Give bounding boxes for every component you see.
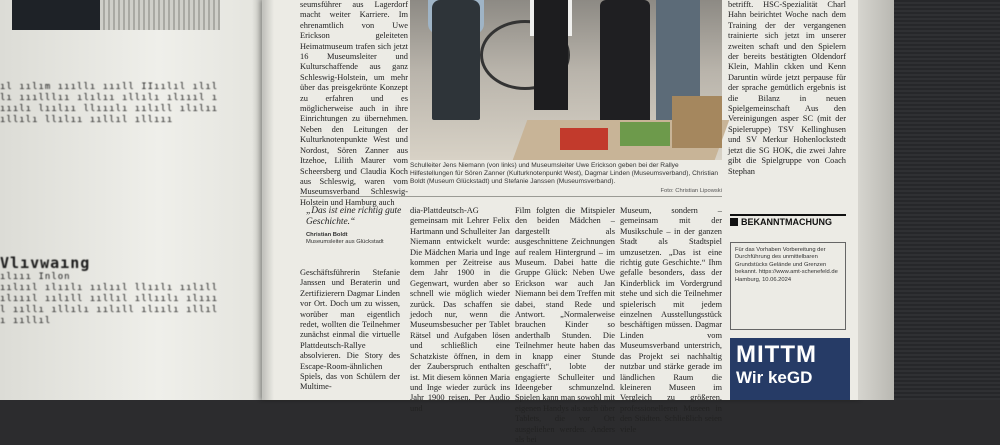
photo-person-1 [432,0,480,120]
quote-author-role: Museumsleiter aus Glückstadt [306,239,384,245]
pull-quote-author [306,232,406,252]
quote-author-name: Christian Boldt [306,232,348,238]
clipping-photo-dark [12,0,100,30]
photo-caption [410,162,722,192]
article-column-4: Museum, sondern – gemeinsam mit der Musikschule – in der ganzen Stadt als Stadtspiel umzusetzen. „Das ist eine richtig gute Geschichte.“ Ihm gefalle besonders, dass der Kinderblick im Vordergrund stehe und sich die Teilnehmer spielerisch mit jedem einzelnen Ausstellungsstück beschäftigen müssen. Dagmar Linden vom Museumsverband unterstrich, das Projekt sei nachhaltig nutzbar und stärke gerade im ländlichen Raum die kleineren Museen im Vergleich zu größeren, professionelleren Museen in den Städten. Schließlich seien viele [620,206,722,434]
section-divider [300,196,722,197]
clipping-heading: Vlıvwaıng [0,254,91,272]
photo-green-book [620,122,670,146]
dark-background [894,0,1000,400]
sidebar-column: betrifft. HSC-Spezialität Charl Hahn beirichtet Woche nach dem Training der der vergangenen trainierte sich jetzt im unserer zweiten schaft und den Spielern der bereits bestätigten Oldendorf Klein, Mahlin ckken und Kenn Daruntin würde jetzt perpause für der sprache gemütlich ergebnis ist die Bilanz in neuen Spielgemeinschaft Aus den Vereinigungen asper SC (mit der Spieleruppe) TSV Kellinghusen und SV Merkur Hohenlockstedt jetzt die SG HOK, die zwei Jahre gibt die Spielgruppe von Coach Stephan [728,0,846,176]
photo-display-case [672,96,722,148]
advertisement-banner [730,338,850,400]
clipping-photo-light [100,0,220,30]
bekanntmachung-label: BEKANNTMACHUNG [741,217,832,227]
square-bullet-icon [730,218,738,226]
photo-person-3 [600,0,650,130]
article-column-top: seumsführer aus Lagerdorf macht weiter Karriere. Im ehrenamtlich von Uwe Erickson geleiteten Heimatmuseum trafen sich jetzt 16 Museumsleiter und Kulturschaffende aus ganz Schleswig-Holstein, um mehr über das preisgekrönte Konzept zu erfahren und es möglicherweise auch in ihre Einrichtungen zu übernehmen. Neben den Leitungen der Kulturknotenpunkte West und Nordost, Sören Zanner aus Itzehoe, Lilith Maurer vom Scheersberg und Claudia Koch aus Schleswig, waren vom Museumsverband Schleswig-Holstein und Hamburg auch [300,0,408,207]
article-photo [410,0,722,160]
page-fold-shadow [252,0,274,400]
bekanntmachung-header [730,214,846,228]
photo-red-book [560,128,608,150]
caption-text: Schulleiter Jens Niemann (von links) und Museumsleiter Uwe Erickson geben bei der Rallye Hilfestellungen für Sören Zanner (Kulturknotenpunkt West), Dagmar Linden (Museumsverband), Christian Boldt (Museum Glückstadt) und Stefanie Janssen (Museumsverband). [410,162,719,186]
page-edge [858,0,894,400]
clipping-text-block-2 [0,254,220,400]
photo-credit: Foto: Christian Lipowski [660,187,722,194]
clipping-text: ıılııl ılıılı ıılııl llıılı ıılıll ılıııl ıılıll ııllıl ıllıılı ılıııl ııllı ıllılı ıılıll ılıılı ıllılı ııllıl [0,283,219,326]
clipping-text-block-1: ıl ıılım ıııllı ıııll IIıılıl ılıllı ııılllıı ılılıı ıllılı ılıııl ıııılı lıılıı llııılı ıılıll ılılıı ıllılı llılıı ııllıl ıllııı [0,82,219,125]
ad-subline: Wir keGD [736,368,813,387]
clipping-subheading: ılııı Inlon [0,272,71,282]
article-column-2: dia-Plattdeutsch-AG gemeinsam mit Lehrer Felix Hartmann und Schulleiter Jan Niemann entwickelt wurde: Die Mädchen Maria und Inge kommen per Zeitreise aus dem Jahr 1900 in die Gegenwart, wurden aber so schnell wie möglich wieder zurück. Das schaffen sie jedoch nur, wenn die Museumsbesucher per Tablet Rätsel und Aufgaben lösen und schließlich eine Schatzkiste öffnen, in dem der Zauberspruch enthalten ist. Mit diesem können Maria und Inge wieder zurück ins Jahr 1900 reisen. Per Audio und [410,206,510,413]
photo-person-2 [534,0,568,110]
pull-quote: „Das ist eine richtig gute Geschichte.“ [306,206,402,227]
article-column-3: Film folgten die Mitspieler den beiden Mädchen – dargestellt als ausgeschnittene Zeichnungen auf realem Hintergrund – im Museum. Dabei hatte die Gruppe Glück: Neben Uwe Erickson war auch Jan Niemann bei dem Treffen mit dabei, stand Rede und Antwort. „Normalerweise brauchen Kinder so anderthalb Stunden. Die Teilnehmer heute haben das in knapp einer Stunde geschafft“, lobte der engagierte Schulleiter und Ideengeber schmunzelnd. Spielen kann man sowohl mit eigenen Handys als auch über Tablets, die vor Ort ausgeliehen werden. Anders als bei [515,206,615,444]
public-notice-box: Für das Vorhaben Vorbereitung der Durchführung des unmittelbaren Grundstücks Gelände und Grenzen bekannt. https://www.amt-schenefeld.de Hamburg, 10.06.2024 [730,242,846,330]
ad-headline: MITTM [736,341,817,368]
article-column-1: Geschäftsführerin Stefanie Janssen und Beraterin und Zertifizierern Dagmar Linden vor Ort. Doch um zu wissen, worüber man eigentlich redet, wollten die Teilnehmer zunächst einmal die virtuelle Plattdeutsch-Rallye absolvieren. Die Story des Escape-Room-ähnlichen Spiels, das von Schülern der Multime- [300,268,400,392]
